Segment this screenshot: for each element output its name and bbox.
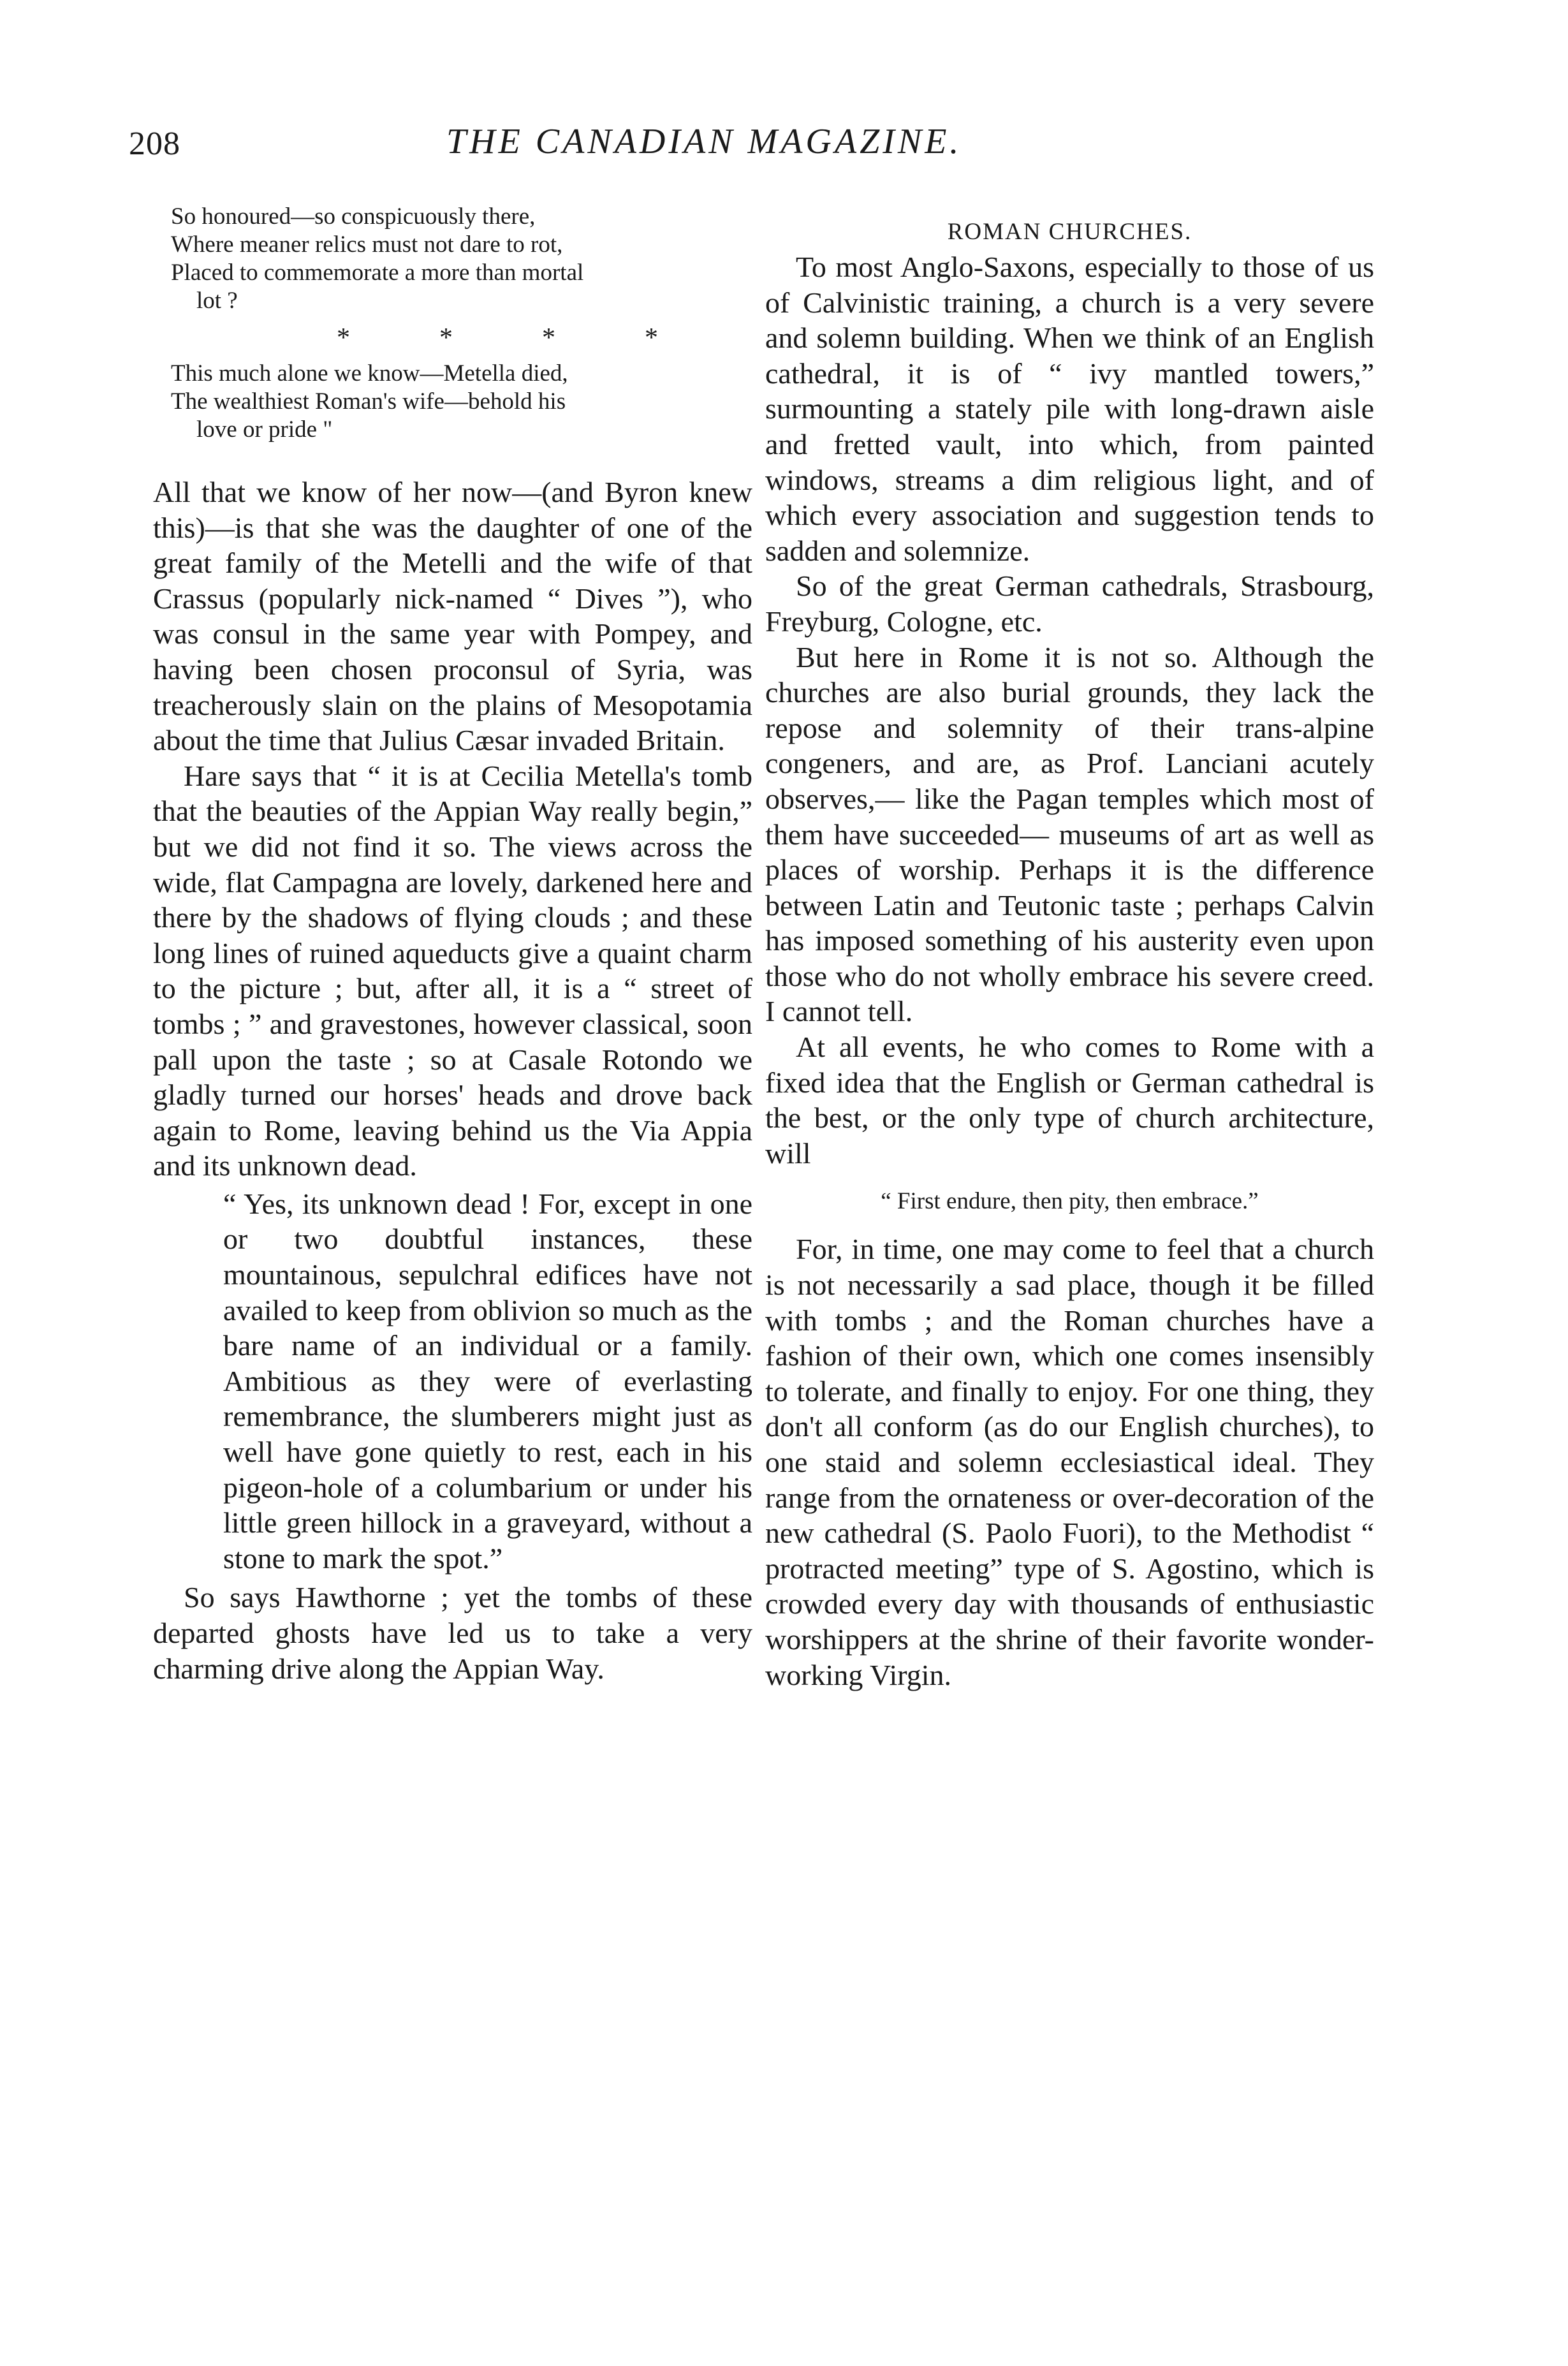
verse-line: This much alone we know—Metella died, xyxy=(171,360,568,386)
paragraph: For, in time, one may come to feel that a church is not necessarily a sad place, though it be filled with tombs ; and the Roman churches have a fashion of their own, which one comes insensibly to tolerate, and finally to enjoy. For one thing, they don't all conform (as do our English churches), to one staid and solemn ecclesiastical ideal. They range from the ornateness or over-decoration of the new cathedral (S. Paolo Fuori), to the Methodist “ protracted meeting” type of S. Agostino, which is crowded every day with thousands of enthusiastic worshippers at the shrine of their favorite wonder-working Virgin. xyxy=(765,1233,1374,1691)
verse-block xyxy=(171,203,752,444)
verse-line: The wealthiest Roman's wife—behold his xyxy=(171,388,566,415)
quoted-line: “ First endure, then pity, then embrace.” xyxy=(881,1188,1259,1215)
section-stars xyxy=(171,324,752,352)
paragraph: At all events, he who comes to Rome with a fixed idea that the English or German cathedral is the best, or the only type of church architecture, will xyxy=(765,1031,1374,1170)
section-heading: ROMAN CHURCHES. xyxy=(947,219,1192,245)
star: * xyxy=(542,323,555,353)
paragraph: Hare says that “ it is at Cecilia Metella's tomb that the beauties of the Appian Way really begin,” but we did not find it so. The views across the wide, flat Campagna are lovely, darkened here and there by the shadows of flying clouds ; and these long lines of ruined aqueducts give a quaint charm to the picture ; but, after all, it is a “ street of tombs ; ” and gravestones, however classical, soon pall upon the taste ; so at Casale Rotondo we gladly turned our horses' heads and drove back again to Rome, leaving behind us the Via Appia and its unknown dead. xyxy=(153,759,752,1182)
star: * xyxy=(645,323,658,353)
left-column xyxy=(153,203,752,1686)
star: * xyxy=(337,323,350,353)
verse-line: love or pride " xyxy=(196,416,333,443)
right-column xyxy=(765,203,1374,1693)
paragraph: To most Anglo-Saxons, especially to those of us of Calvinistic training, a church is a very severe and solemn building. When we think of an English cathedral, it is of “ ivy mantled towers,” surmounting a stately pile with long-drawn aisle and fretted vault, into which, from painted windows, streams a dim religious light, and of which every association and suggestion tends to sadden and solemnize. xyxy=(765,251,1374,567)
page-number: 208 xyxy=(129,126,180,162)
star: * xyxy=(439,323,453,353)
verse-line: Where meaner relics must not dare to rot, xyxy=(171,231,563,258)
verse-line: lot ? xyxy=(196,288,238,314)
verse-line: Placed to commemorate a more than mortal xyxy=(171,260,584,286)
block-quote: “ Yes, its unknown dead ! For, except in one or two doubtful instances, these mountainous, sepulchral edifices have not availed to keep from oblivion so much as the bare name of an individual or a family. Ambitious as they were of everlasting remembrance, the slumberers might just as well have gone quietly to rest, each in his pigeon-hole of a columbarium or under his little green hillock in a graveyard, without a stone to mark the spot.” xyxy=(223,1187,752,1575)
running-title: THE CANADIAN MAGAZINE. xyxy=(446,122,962,161)
paragraph: But here in Rome it is not so. Although the churches are also burial grounds, they lack the repose and solemnity of their trans-alpine congeners, and are, as Prof. Lanciani acutely observes,— like the Pagan temples which most of them have succeeded— museums of art as well as places of worship. Perhaps it is the difference between Latin and Teutonic taste ; perhaps Calvin has imposed something of his austerity even upon those who do not wholly embrace his severe creed. I cannot tell. xyxy=(765,640,1374,1028)
paragraph: So says Hawthorne ; yet the tombs of these departed ghosts have led us to take a very charming drive along the Appian Way. xyxy=(153,1581,752,1685)
paragraph: All that we know of her now—(and Byron knew this)—is that she was the daughter of one of the great family of the Metelli and the wife of that Crassus (popularly nick-named “ Dives ”), who was consul in the same year with Pompey, and having been chosen proconsul of Syria, was treacherously slain on the plains of Mesopotamia about the time that Julius Cæsar invaded Britain. xyxy=(153,476,752,757)
verse-line: So honoured—so conspicuously there, xyxy=(171,203,536,230)
paragraph: So of the great German cathedrals, Strasbourg, Freyburg, Cologne, etc. xyxy=(765,569,1374,638)
